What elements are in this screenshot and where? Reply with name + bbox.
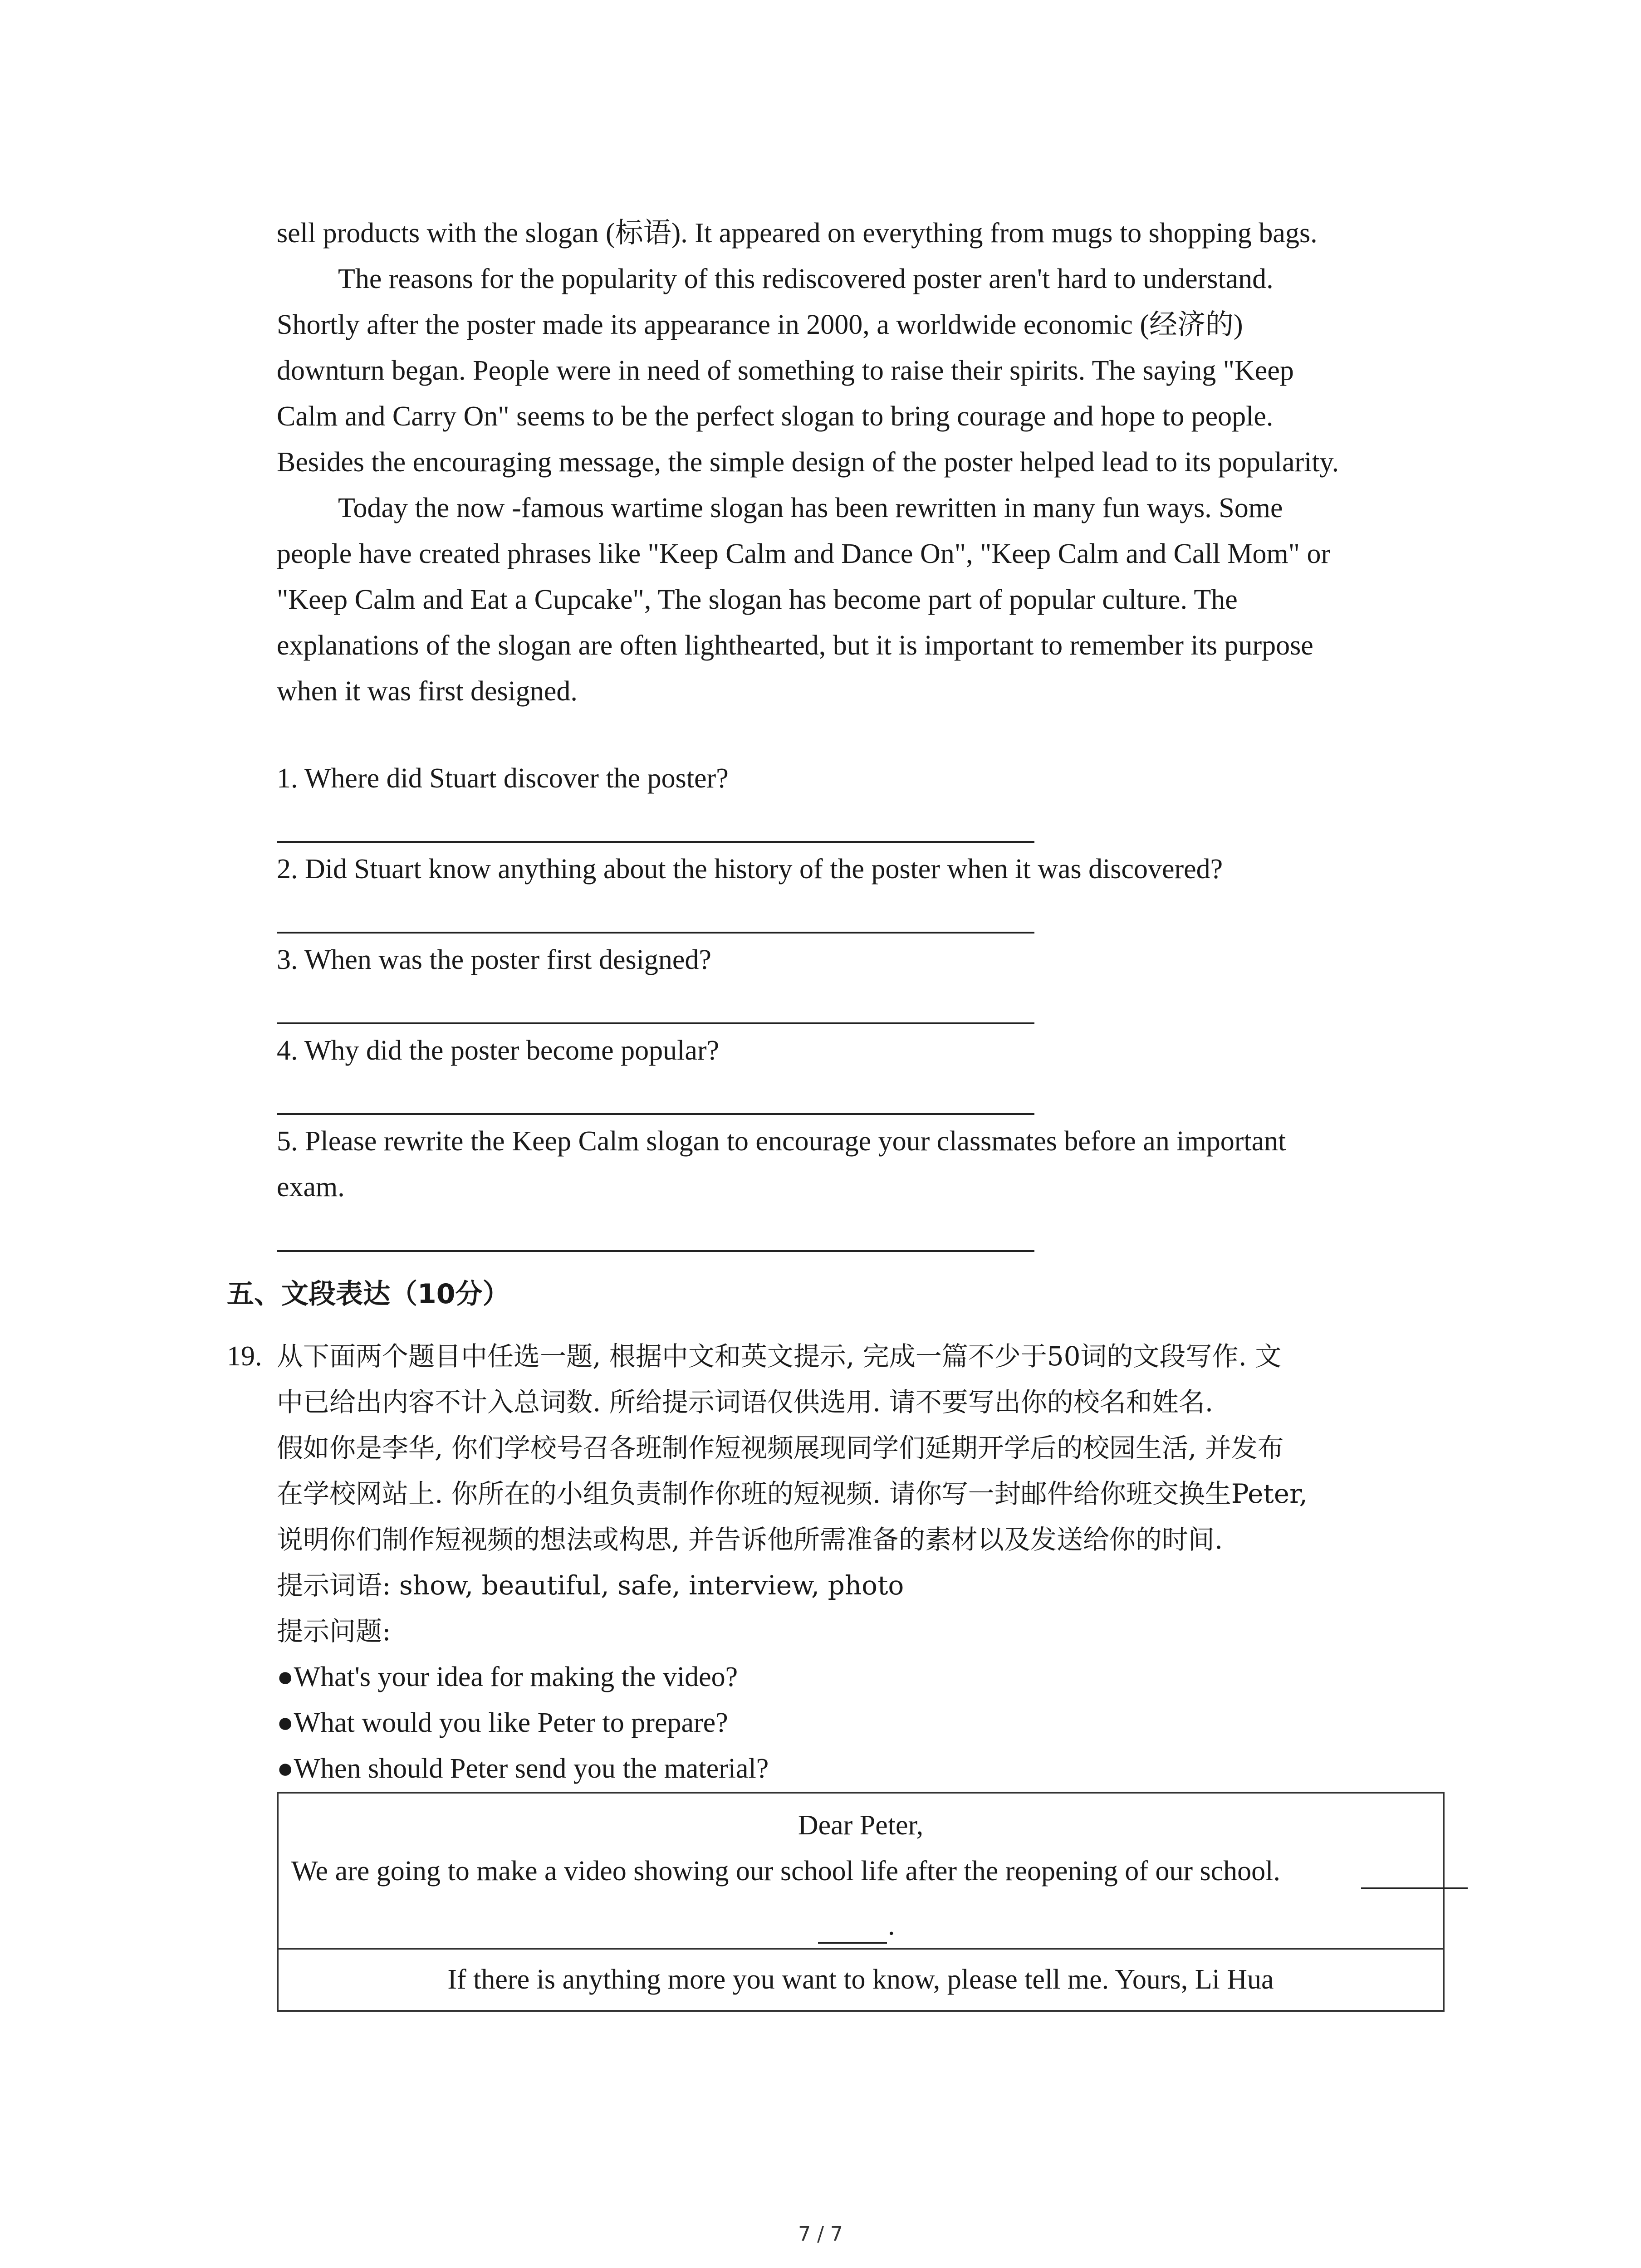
answer-line-2[interactable] <box>277 932 1034 934</box>
hint-question: ●What's your idea for making the video? <box>277 1662 738 1692</box>
question-19-prompt <box>277 1334 1438 1792</box>
passage-line: downturn began. People were in need of something to raise their spirits. The saying "Keep <box>277 355 1294 386</box>
answer-line-1[interactable] <box>277 841 1034 843</box>
hint-question: ●What would you like Peter to prepare? <box>277 1707 728 1738</box>
question-19-number: 19. <box>227 1341 262 1372</box>
question-4: 4. Why did the poster become popular? <box>277 1035 720 1066</box>
prompt-line: 从下面两个题目中任选一题, 根据中文和英文提示, 完成一篇不少于50词的文段写作. 文 <box>277 1341 1282 1372</box>
question-3: 3. When was the poster first designed? <box>277 944 711 975</box>
answer-line-4[interactable] <box>277 1113 1034 1115</box>
box-divider <box>279 1948 1443 1950</box>
section-title: 五、文段表达（10分） <box>227 1278 510 1310</box>
writing-blank-line[interactable] <box>1361 1887 1468 1889</box>
page-number: 7 / 7 <box>798 2223 843 2246</box>
hint-questions-label: 提示问题: <box>277 1616 391 1647</box>
passage-line: Calm and Carry On" seems to be the perfect slogan to bring courage and hope to people. <box>277 401 1274 432</box>
question-5-continued: exam. <box>277 1172 345 1202</box>
passage-line: Today the now -famous wartime slogan has been rewritten in many fun ways. Some <box>338 493 1283 523</box>
passage-paragraph-3 <box>277 485 1438 714</box>
letter-closing: If there is anything more you want to know, please tell me. Yours, Li Hua <box>447 1964 1274 1995</box>
passage-line: people have created phrases like "Keep Calm and Dance On", "Keep Calm and Call Mom" or <box>277 538 1331 569</box>
writing-blank-line-short[interactable] <box>818 1942 887 1944</box>
question-2: 2. Did Stuart know anything about the history of the poster when it was discovered? <box>277 854 1223 885</box>
passage-line: The reasons for the popularity of this rediscovered poster aren't hard to understand. <box>338 264 1274 294</box>
prompt-line: 假如你是李华, 你们学校号召各班制作短视频展现同学们延期开学后的校园生活, 并发布 <box>277 1432 1284 1463</box>
passage-line: explanations of the slogan are often lighthearted, but it is important to remember its purpose <box>277 630 1313 661</box>
question-1: 1. Where did Stuart discover the poster? <box>277 763 729 794</box>
passage-line: "Keep Calm and Eat a Cupcake", The slogan has become part of popular culture. The <box>277 584 1238 615</box>
passage-line: sell products with the slogan (标语). It appeared on everything from mugs to shopping bags. <box>277 218 1318 249</box>
passage-line: when it was first designed. <box>277 676 578 707</box>
answer-line-3[interactable] <box>277 1022 1034 1024</box>
letter-opening: We are going to make a video showing our school life after the reopening of our school. <box>291 1856 1280 1887</box>
prompt-line: 说明你们制作短视频的想法或构思, 并告诉他所需准备的素材以及发送给你的时间. <box>277 1524 1223 1555</box>
question-5: 5. Please rewrite the Keep Calm slogan to encourage your classmates before an important <box>277 1126 1286 1157</box>
passage-paragraph-2 <box>277 256 1438 485</box>
passage-line: Shortly after the poster made its appearance in 2000, a worldwide economic (经济的) <box>277 309 1243 340</box>
prompt-line: 中已给出内容不计入总词数. 所给提示词语仅供选用. 请不要写出你的校名和姓名. <box>277 1387 1214 1418</box>
passage-line: Besides the encouraging message, the simple design of the poster helped lead to its popularity. <box>277 447 1339 478</box>
letter-period: . <box>888 1910 895 1941</box>
passage-paragraph-1 <box>277 210 1438 256</box>
prompt-line: 在学校网站上. 你所在的小组负责制作你班的短视频. 请你写一封邮件给你班交换生Peter, <box>277 1478 1308 1509</box>
letter-greeting: Dear Peter, <box>798 1810 924 1841</box>
letter-writing-box[interactable] <box>277 1792 1445 2012</box>
hint-question: ●When should Peter send you the material? <box>277 1753 769 1784</box>
answer-line-5[interactable] <box>277 1250 1034 1252</box>
hint-words: 提示词语: show, beautiful, safe, interview, photo <box>277 1570 904 1601</box>
